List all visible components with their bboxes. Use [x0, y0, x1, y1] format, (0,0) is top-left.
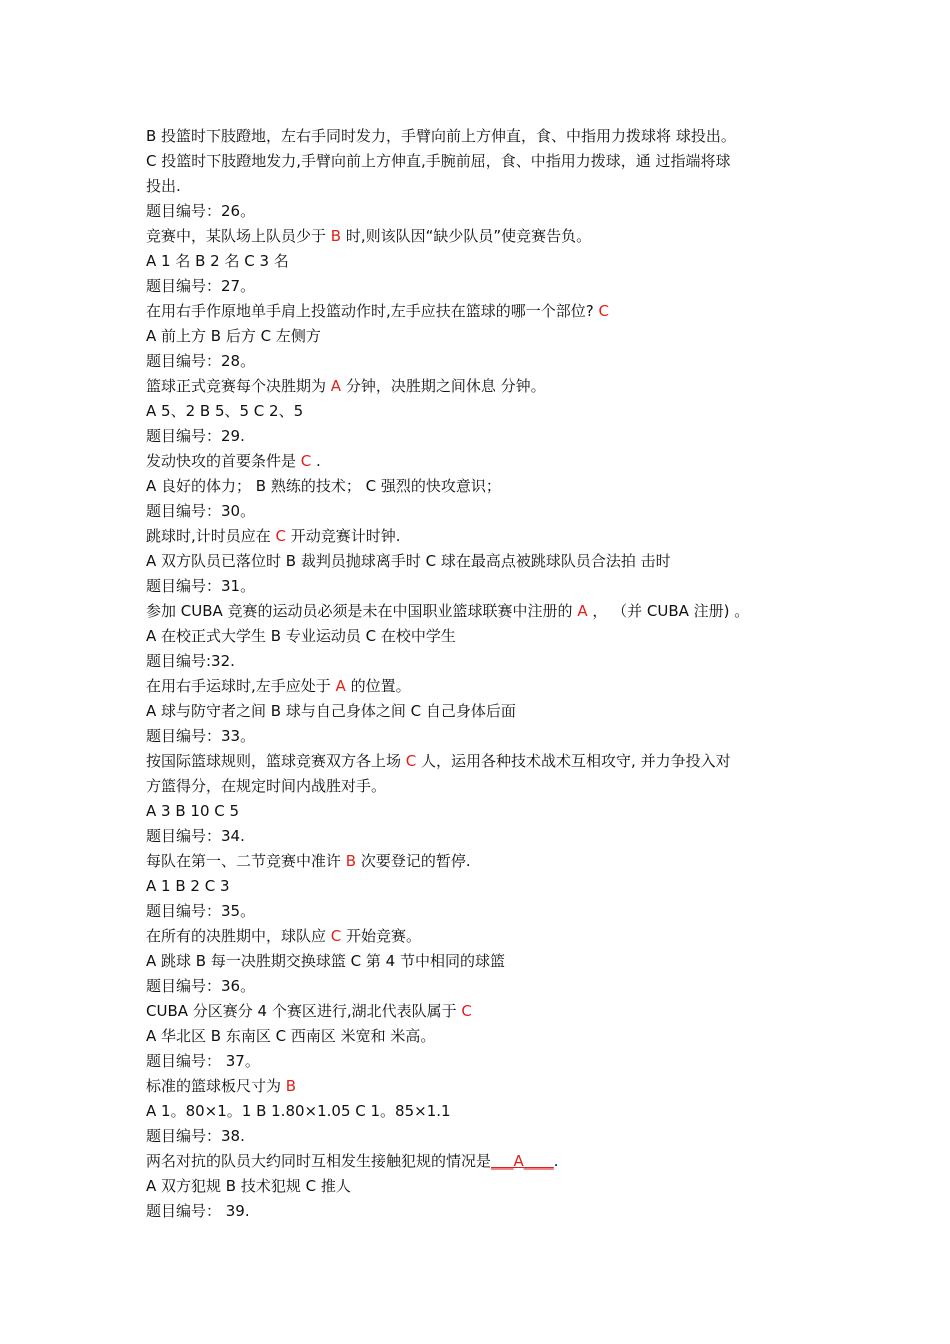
text-line: A 1 B 2 C 3 [146, 877, 230, 895]
question-text-tail: 开始竞赛。 [341, 927, 422, 945]
question-text-tail: . [553, 1152, 559, 1170]
question-text-tail: 时,则该队因“缺少队员”使竞赛告负。 [341, 227, 592, 245]
question-text-tail: 的位置。 [345, 677, 411, 695]
text-line [146, 999, 816, 1024]
text-line [146, 1149, 816, 1174]
answer-letter: C [300, 452, 312, 470]
text-line [146, 449, 816, 474]
question-text-tail: 分钟，决胜期之间休息 分钟。 [341, 377, 546, 395]
text-line: 题目编号： 37。 [146, 1052, 260, 1070]
question-text: 参加 CUBA 竞赛的运动员必须是未在中国职业篮球联赛中注册的 [146, 602, 578, 620]
answer-letter: C [461, 1002, 472, 1020]
question-text: 在所有的决胜期中，球队应 [146, 927, 331, 945]
text-line: 题目编号：33。 [146, 727, 256, 745]
answer-letter: A [577, 602, 588, 620]
text-line [146, 374, 816, 399]
text-line [146, 849, 816, 874]
text-line: 题目编号:32. [146, 652, 235, 670]
question-text: 标准的篮球板尺寸为 [146, 1077, 286, 1095]
text-line: A 双方队员已落位时 B 裁判员抛球离手时 C 球在最高点被跳球队员合法拍 击时 [146, 552, 671, 570]
text-line [146, 674, 816, 699]
question-text: 按国际篮球规则，篮球竞赛双方各上场 [146, 752, 406, 770]
question-text: 发动快攻的首要条件是 [146, 452, 301, 470]
text-line [146, 524, 816, 549]
question-text: 在用右手作原地单手肩上投篮动作时,左手应扶在篮球的哪一个部位? [146, 302, 599, 320]
question-text-tail: 开动竞赛计时钟. [286, 527, 401, 545]
text-line [146, 599, 816, 624]
text-line: A 3 B 10 C 5 [146, 802, 240, 820]
text-line: C 投篮时下肢蹬地发力,手臂向前上方伸直,手腕前屈，食、中指用力拨球，通 过指端将球 [146, 152, 731, 170]
text-line: A 1。80×1。1 B 1.80×1.05 C 1。85×1.1 [146, 1102, 451, 1120]
text-line: A 5、2 B 5、5 C 2、5 [146, 402, 304, 420]
text-line: 题目编号：38. [146, 1127, 245, 1145]
text-line: 方篮得分，在规定时间内战胜对手。 [146, 777, 387, 795]
text-line: 题目编号：29. [146, 427, 245, 445]
text-line: 题目编号：34. [146, 827, 245, 845]
text-line: 题目编号：31。 [146, 577, 256, 595]
answer-blank: ___A____ [491, 1152, 554, 1170]
text-line: 题目编号：36。 [146, 977, 256, 995]
question-text-tail: ， （并 CUBA 注册) 。 [587, 602, 750, 620]
answer-letter: B [330, 227, 342, 245]
text-line [146, 299, 816, 324]
text-line [146, 1074, 816, 1099]
text-line: A 良好的体力； B 熟练的技术； C 强烈的快攻意识； [146, 477, 501, 495]
question-text: 跳球时,计时员应在 [146, 527, 276, 545]
question-text: CUBA 分区赛分 4 个赛区进行,湖北代表队属于 [146, 1002, 462, 1020]
answer-letter: C [275, 527, 287, 545]
text-line: A 在校正式大学生 B 专业运动员 C 在校中学生 [146, 627, 456, 645]
question-text: 两名对抗的队员大约同时互相发生接触犯规的情况是 [146, 1152, 492, 1170]
answer-letter: B [285, 1077, 297, 1095]
question-text: 在用右手运球时,左手应处于 [146, 677, 336, 695]
text-line: 投出. [146, 177, 181, 195]
answer-letter: C [405, 752, 417, 770]
text-line [146, 749, 816, 774]
text-line [146, 224, 816, 249]
text-line: A 华北区 B 东南区 C 西南区 米宽和 米高。 [146, 1027, 436, 1045]
document-page [146, 124, 816, 1224]
answer-letter: A [330, 377, 342, 395]
text-line: A 跳球 B 每一决胜期交换球篮 C 第 4 节中相同的球篮 [146, 952, 505, 970]
answer-letter: C [330, 927, 342, 945]
text-line: 题目编号：35。 [146, 902, 256, 920]
question-text-tail: . [311, 452, 321, 470]
question-text-tail: 次要登记的暂停. [356, 852, 471, 870]
question-text-tail: 人，运用各种技术战术互相攻守, 并力争投入对 [416, 752, 731, 770]
text-line: 题目编号：28。 [146, 352, 256, 370]
text-line: 题目编号： 39. [146, 1202, 250, 1220]
text-line: B 投篮时下肢蹬地，左右手同时发力，手臂向前上方伸直，食、中指用力拨球将 球投出。 [146, 127, 736, 145]
question-text: 篮球正式竞赛每个决胜期为 [146, 377, 331, 395]
answer-letter: C [598, 302, 609, 320]
answer-letter: A [335, 677, 346, 695]
text-line: 题目编号：27。 [146, 277, 256, 295]
question-text: 每队在第一、二节竞赛中准许 [146, 852, 346, 870]
text-line: 题目编号：30。 [146, 502, 256, 520]
text-line: A 球与防守者之间 B 球与自己身体之间 C 自己身体后面 [146, 702, 516, 720]
question-text: 竞赛中，某队场上队员少于 [146, 227, 331, 245]
answer-letter: B [345, 852, 357, 870]
text-line: A 双方犯规 B 技术犯规 C 推人 [146, 1177, 351, 1195]
text-line: 题目编号：26。 [146, 202, 256, 220]
text-line [146, 924, 816, 949]
text-line: A 1 名 B 2 名 C 3 名 [146, 252, 289, 270]
text-line: A 前上方 B 后方 C 左侧方 [146, 327, 321, 345]
